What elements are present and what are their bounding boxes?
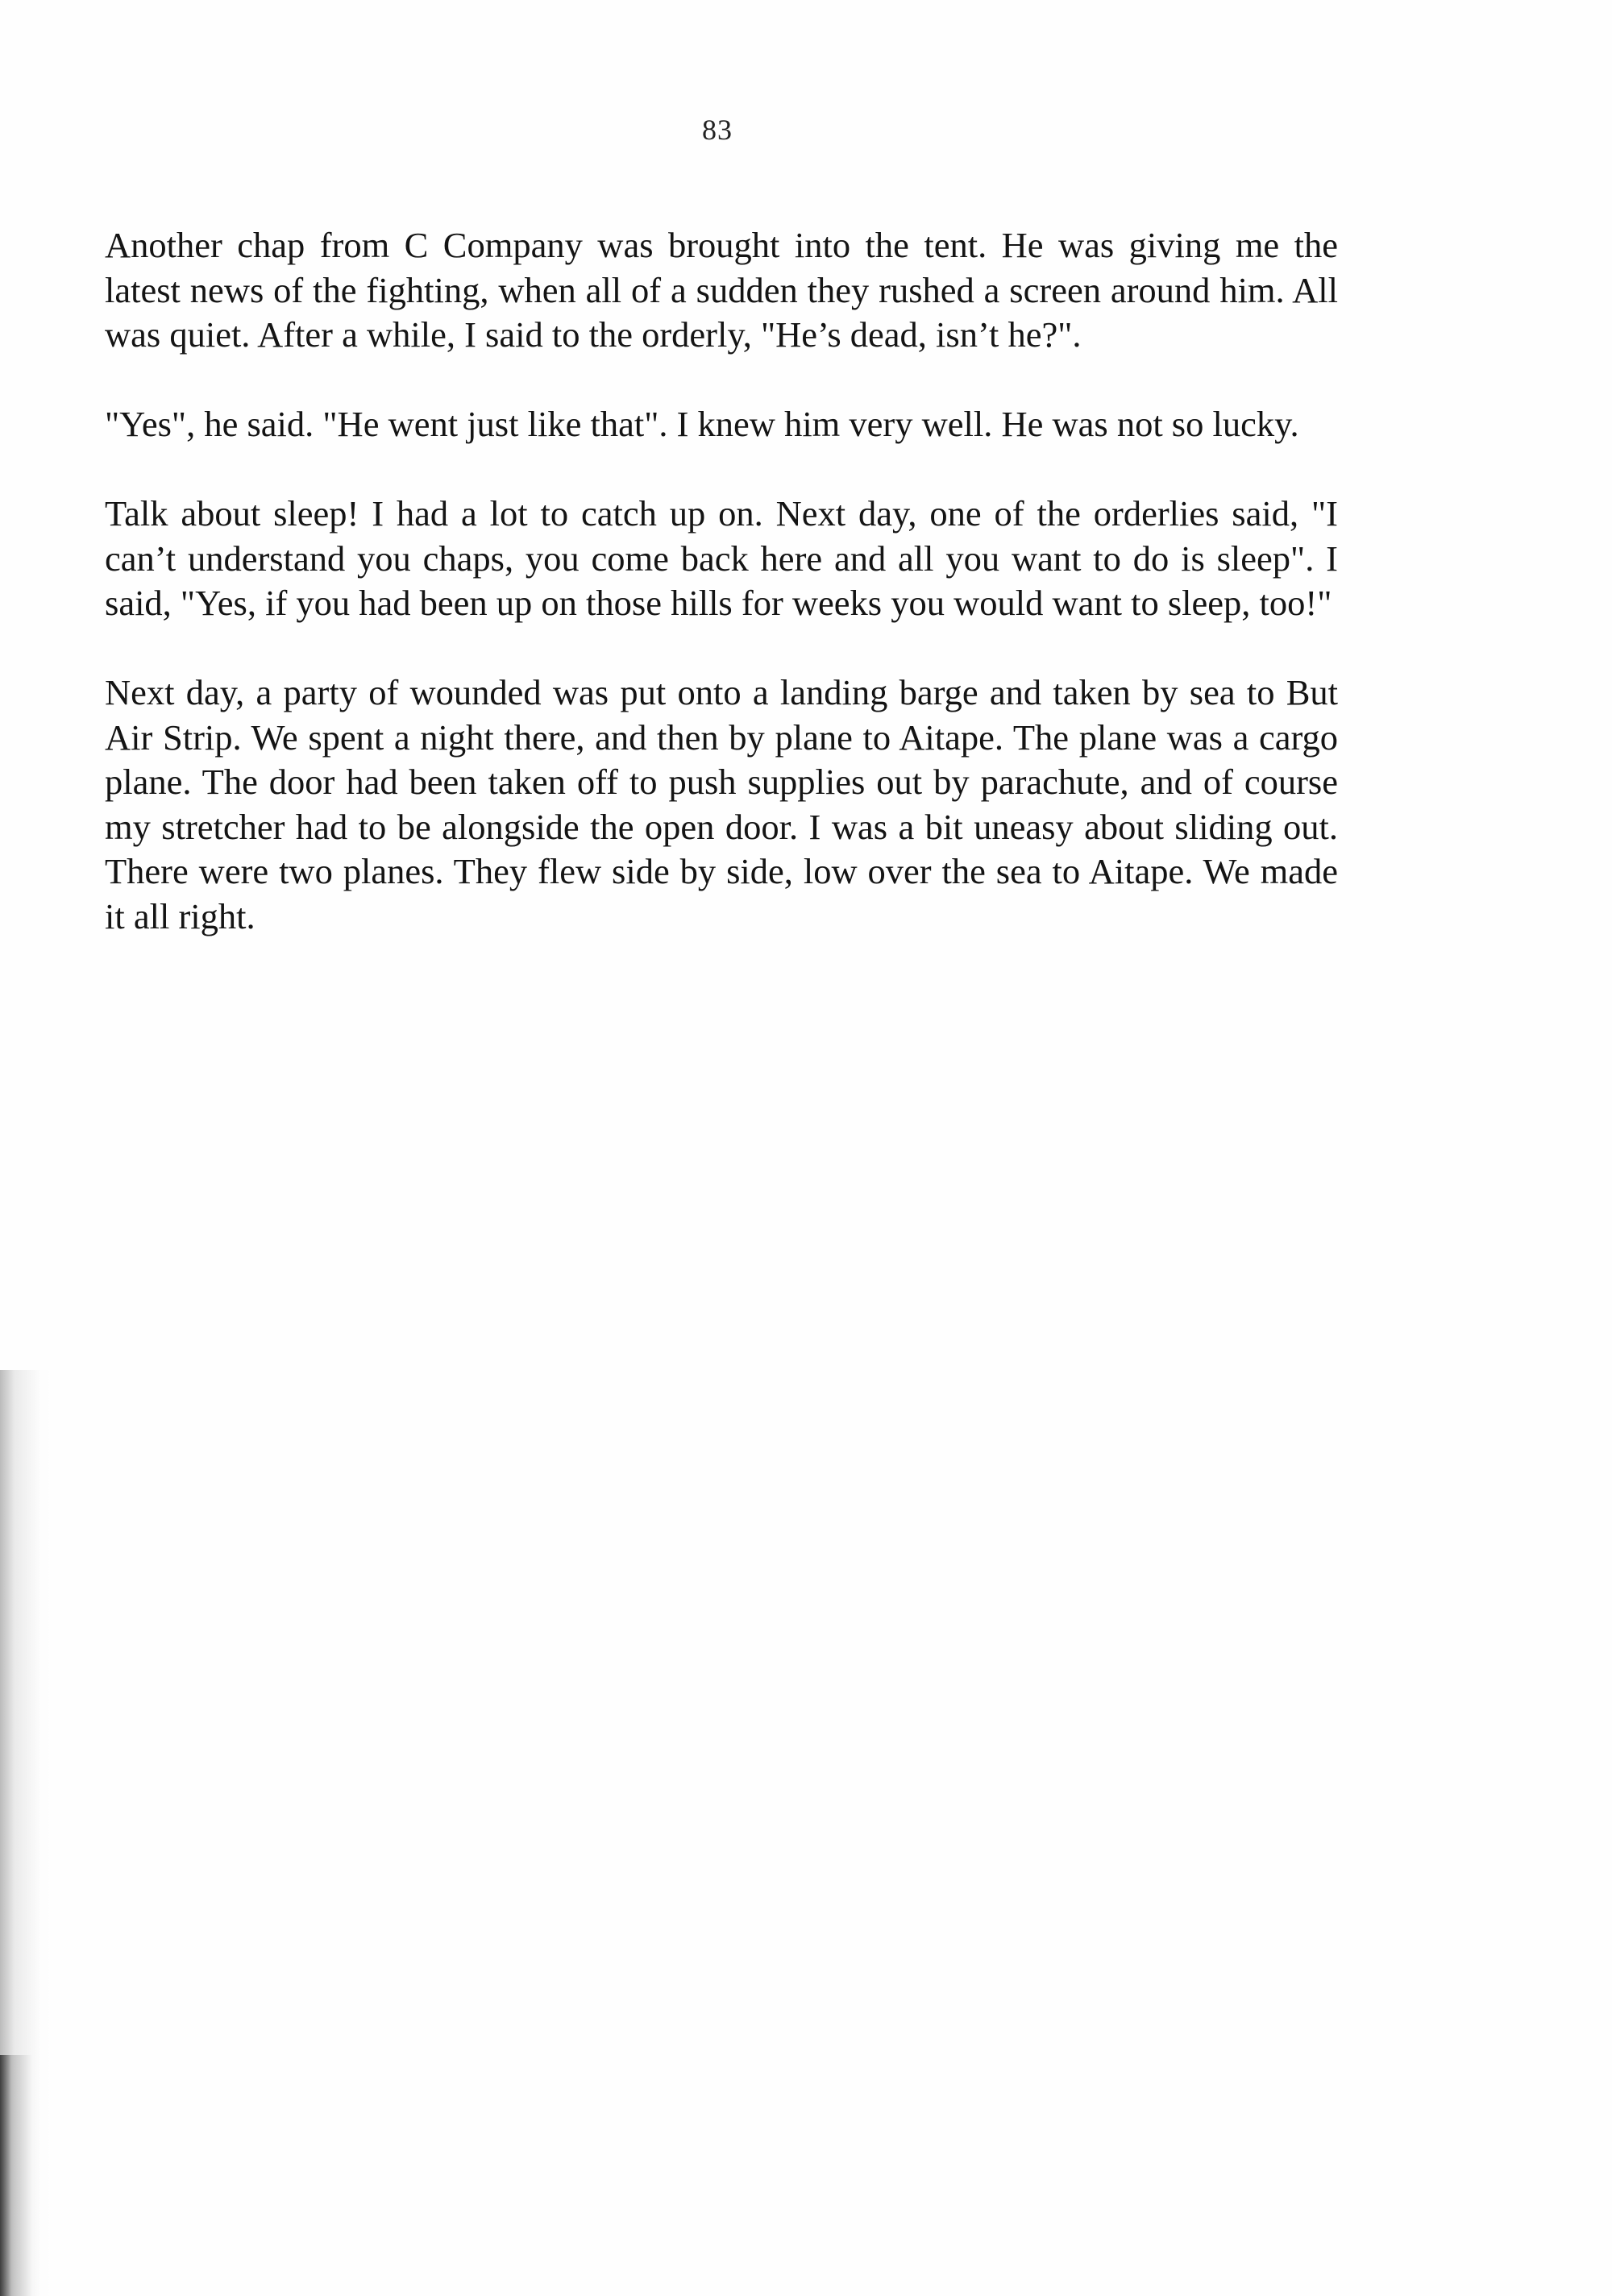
paragraph: "Yes", he said. "He went just like that". I knew him very well. He was not so lucky. — [105, 404, 1299, 444]
body-text — [105, 223, 1338, 984]
scan-shadow-edge-dark — [0, 2055, 32, 2296]
paragraph: Talk about sleep! I had a lot to catch up on. Next day, one of the orderlies said, "I can’t understand you chaps, you come back here and all you want to do is sleep". I said, "Yes, if you had been up on those hills for weeks you would want to sleep, too!" — [105, 493, 1338, 623]
paragraph: Another chap from C Company was brought into the tent. He was giving me the latest news of the fighting, when all of a sudden they rushed a screen around him. All was quiet. After a while, I said to the orderly, "He’s dead, isn’t he?". — [105, 225, 1338, 355]
paragraph: Next day, a party of wounded was put onto a landing barge and taken by sea to But Air Strip. We spent a night there, and then by plane to Aitape. The plane was a cargo plane. The door had been taken off to push supplies out by parachute, and of course my stretcher had to be alongside the open door. I was a bit uneasy about sliding out. There were two planes. They flew side by side, low over the sea to Aitape. We made it all right. — [105, 672, 1338, 936]
page-number: 83 — [702, 114, 733, 146]
